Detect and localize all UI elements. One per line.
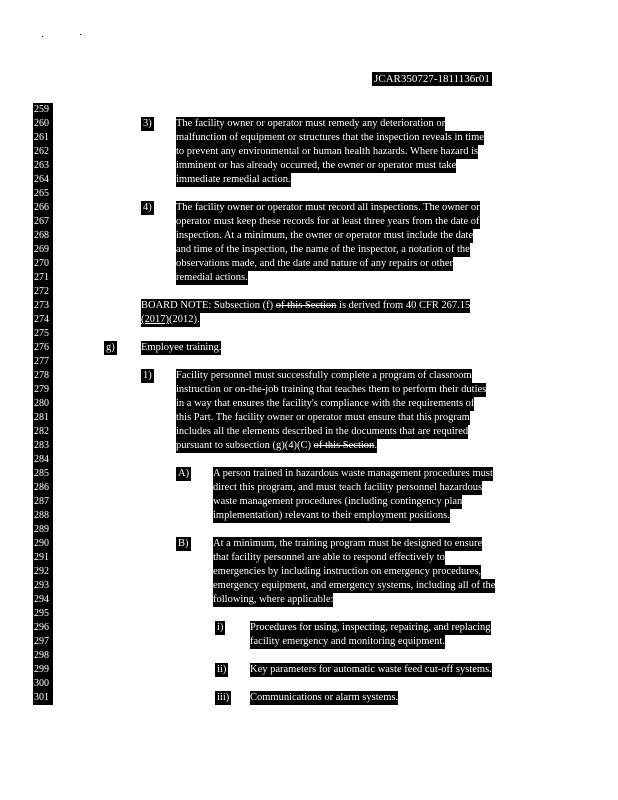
line-number: 286: [33, 481, 53, 495]
line-number: 261: [33, 131, 53, 145]
line-number: 273: [33, 299, 53, 313]
line-number: 268: [33, 229, 53, 243]
board-note-line2: [141, 313, 200, 327]
text-line: The facility owner or operator must remedy any deterioration or: [176, 118, 446, 129]
line-number: 274: [33, 313, 53, 327]
document-id: JCAR350727-1811136r01: [374, 73, 490, 85]
line-number: 266: [33, 201, 53, 215]
item-label: 4): [143, 202, 152, 213]
line-numbers: [33, 103, 53, 705]
item-label: i): [217, 622, 224, 633]
line-number: 278: [33, 369, 53, 383]
text-line: observations made, and the date and nature of any repairs or other: [176, 258, 453, 269]
line-number: 265: [33, 187, 53, 201]
item-label: B): [178, 538, 189, 549]
item-label: ii): [217, 664, 227, 675]
line-number: 262: [33, 145, 53, 159]
line-number: 282: [33, 425, 53, 439]
line-number: 298: [33, 649, 53, 663]
line-number: 271: [33, 271, 53, 285]
text-line: in a way that ensures the facility's compliance with the requirements of: [176, 398, 475, 409]
scan-speck: [80, 34, 81, 35]
text-line: Procedures for using, inspecting, repairing, and replacing: [250, 622, 491, 633]
text-line: direct this program, and must teach facility personnel hazardous: [213, 482, 483, 493]
text-line: inspection. At a minimum, the owner or operator must include the date: [176, 230, 474, 241]
line-number: 295: [33, 607, 53, 621]
line-number: 296: [33, 621, 53, 635]
line-number: 288: [33, 509, 53, 523]
line-number: 270: [33, 257, 53, 271]
line-number: 292: [33, 565, 53, 579]
text-segment: pursuant to subsection (g)(4)(C): [176, 440, 314, 451]
line-number: 277: [33, 355, 53, 369]
struck-text: of this Section: [313, 440, 375, 451]
line-number: 264: [33, 173, 53, 187]
section-heading: Employee training.: [141, 342, 222, 353]
text-line: implementation) relevant to their employment positions.: [213, 510, 450, 521]
line-number: 280: [33, 397, 53, 411]
line-number: 259: [33, 103, 53, 117]
item-label: 1): [143, 370, 152, 381]
board-note-mid: is derived from 40 CFR 267.15: [336, 300, 471, 311]
text-line: Communications or alarm systems.: [250, 692, 399, 703]
line-number: 290: [33, 537, 53, 551]
text-line: The facility owner or operator must record all inspections. The owner or: [176, 202, 480, 213]
text-segment: .: [374, 440, 377, 451]
line-number: 289: [33, 523, 53, 537]
line-number: 287: [33, 495, 53, 509]
item-label: 3): [143, 118, 152, 129]
text-line: imminent or has already occurred, the owner or operator must take: [176, 160, 457, 171]
text-line: operator must keep these records for at least three years from the date of: [176, 216, 480, 227]
text-line: includes all the elements described in the documents that are required: [176, 426, 469, 437]
line-number: 269: [33, 243, 53, 257]
text-line: Facility personnel must successfully complete a program of classroom: [176, 370, 472, 381]
text-line: remedial actions.: [176, 272, 248, 283]
board-note-rest: (2012).: [169, 314, 200, 325]
line-number: 276: [33, 341, 53, 355]
line-number: 297: [33, 635, 53, 649]
text-line: to prevent any environmental or human health hazards. Where hazard is: [176, 146, 479, 157]
text-line: following, where applicable:: [213, 594, 334, 605]
text-line: emergency equipment, and emergency systems, including all of the: [213, 580, 496, 591]
line-number: 281: [33, 411, 53, 425]
text-line: immediate remedial action.: [176, 174, 291, 185]
scan-speck: [42, 36, 43, 37]
line-number: 285: [33, 467, 53, 481]
text-line: malfunction of equipment or structures that the inspection reveals in time: [176, 132, 484, 143]
item-label: iii): [217, 692, 230, 703]
board-note: [141, 299, 470, 313]
line-number: 301: [33, 691, 53, 705]
line-number: 300: [33, 677, 53, 691]
item-label: A): [178, 468, 190, 479]
board-note-prefix: BOARD NOTE: Subsection (f): [141, 300, 276, 311]
text-line: that facility personnel are able to respond effectively to: [213, 552, 445, 563]
text-line: instruction or on-the-job training that teaches them to perform their duties: [176, 384, 487, 395]
line-number: 279: [33, 383, 53, 397]
text-line: and time of the inspection, the name of the inspector, a notation of the: [176, 244, 470, 255]
item-label: g): [106, 342, 115, 353]
line-number: 260: [33, 117, 53, 131]
board-note-struck: of this Section: [275, 300, 337, 311]
line-number: 267: [33, 215, 53, 229]
line-number: 293: [33, 579, 53, 593]
line-number: 291: [33, 551, 53, 565]
line-number: 283: [33, 439, 53, 453]
line-number: 275: [33, 327, 53, 341]
line-number: 294: [33, 593, 53, 607]
line-number: 284: [33, 453, 53, 467]
text-line: this Part. The facility owner or operator must ensure that this program: [176, 412, 470, 423]
line-number: 299: [33, 663, 53, 677]
text-line: [176, 439, 377, 453]
text-line: Key parameters for automatic waste feed cut-off systems.: [250, 664, 492, 675]
line-number: 263: [33, 159, 53, 173]
line-number: 272: [33, 285, 53, 299]
text-line: waste management procedures (including contingency plan: [213, 496, 463, 507]
board-note-underlined: (2017): [141, 314, 169, 325]
text-line: At a minimum, the training program must be designed to ensure: [213, 538, 483, 549]
text-line: facility emergency and monitoring equipment.: [250, 636, 445, 647]
text-line: A person trained in hazardous waste management procedures must: [213, 468, 493, 479]
text-line: emergencies by including instruction on emergency procedures,: [213, 566, 482, 577]
